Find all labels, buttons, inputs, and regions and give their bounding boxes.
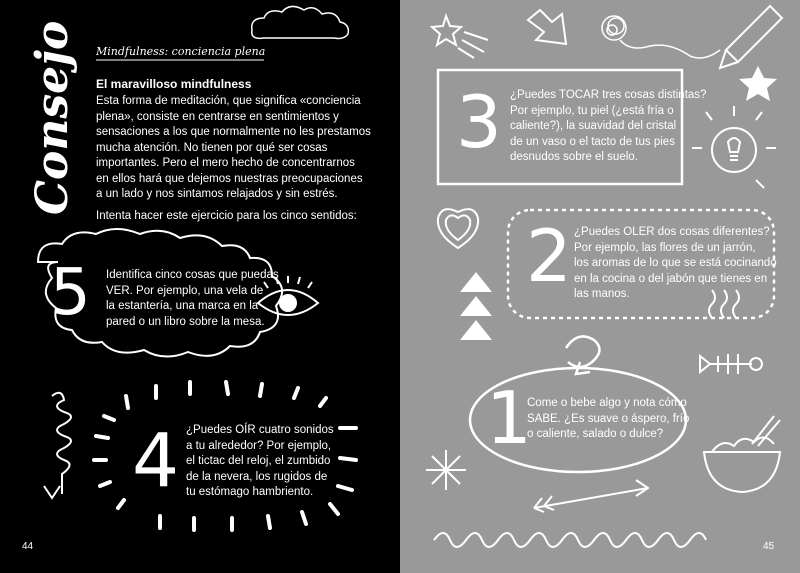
step1-text <box>527 396 689 443</box>
scribble-icon <box>602 16 720 58</box>
loops-decoration <box>434 533 706 547</box>
subtitle: Mindfulness: conciencia plena <box>96 45 266 58</box>
step1-line: Come o bebe algo y nota cómo <box>527 397 687 409</box>
step2-line: Por ejemplo, las flores de un jarrón, <box>574 241 756 254</box>
intro-line: importantes. Pero el mero hecho de concentrarnos <box>96 157 355 169</box>
step4-line: tu estómago hambriento. <box>186 486 314 498</box>
heading: El maravilloso mindfulness <box>96 77 252 91</box>
step3-line: desnudos sobre el suelo. <box>510 151 638 163</box>
step2-text <box>574 225 777 303</box>
snowflake-icon <box>426 450 466 490</box>
step2-line: las manos. <box>574 288 630 300</box>
step1-number: 1 <box>486 376 532 460</box>
heart-icon <box>438 209 478 248</box>
step4-line: el tictac del reloj, el zumbido <box>186 455 331 467</box>
step2-line: los aromas de lo que se está cocinando <box>574 257 777 269</box>
page-number-right: 45 <box>763 541 775 552</box>
intro-line: sensaciones a los que normalmente no les prestamos <box>96 126 371 138</box>
step1-line: o caliente, salado o dulce? <box>527 428 664 440</box>
step5-line: Identifica cinco cosas que puedas <box>106 269 279 281</box>
step5-line: VER. Por ejemplo, una vela de <box>106 284 264 297</box>
intro-line: Esta forma de meditación, que significa «conciencia <box>96 95 361 107</box>
step3-line: de un vaso o el tacto de tus pies <box>510 135 675 148</box>
step3-text <box>510 88 706 166</box>
intro-line: mucha atención. No tienen por qué ser cosas <box>96 141 328 154</box>
step5-number: 5 <box>50 256 91 330</box>
intro-line: a un lado y nos sintamos relajados y sin estrés. <box>96 188 338 200</box>
step3-number: 3 <box>456 80 502 164</box>
step2-line: en la cocina o del jabón que tienes en <box>574 272 768 285</box>
step5-line: la estantería, una marca en la <box>106 300 259 312</box>
shooting-star-icon <box>432 16 488 58</box>
page-number-left: 44 <box>22 541 34 552</box>
step5-line: pared o un libro sobre la mesa. <box>106 315 265 328</box>
star-icon <box>739 66 777 101</box>
step4-line: de la nevera, los rugidos de <box>186 470 328 483</box>
triangles-icon <box>460 272 492 340</box>
step2-number: 2 <box>526 214 572 298</box>
fish-bone-icon <box>700 290 762 374</box>
step3-line: Por ejemplo, tu piel (¿está fría o <box>510 104 674 117</box>
vertical-title: Consejo <box>27 20 78 215</box>
long-arrow-icon <box>534 480 648 512</box>
step1-line: SABE. ¿Es suave o áspero, frío <box>527 412 690 425</box>
step2-line: ¿Puedes OLER dos cosas diferentes? <box>574 226 770 238</box>
step4-line: ¿Puedes OÍR cuatro sonidos <box>186 424 334 436</box>
arrow-icon <box>528 10 566 44</box>
intro-line: plena», consiste en centrarse en sentimientos y <box>96 110 339 123</box>
step4-line: a tu alrededor? Por ejemplo, <box>186 439 332 452</box>
step3-line: ¿Puedes TOCAR tres cosas distintas? <box>510 89 707 101</box>
intro-line: en ellos hará que dejemos nuestras preocupaciones <box>96 172 363 185</box>
step4-number: 4 <box>132 418 180 504</box>
pencil-icon <box>720 6 782 68</box>
step3-line: caliente?), la suavidad del cristal <box>510 120 677 132</box>
exercise-prompt: Intenta hacer este ejercicio para los cinco sentidos: <box>96 210 357 222</box>
noodle-bowl-icon <box>704 416 780 492</box>
